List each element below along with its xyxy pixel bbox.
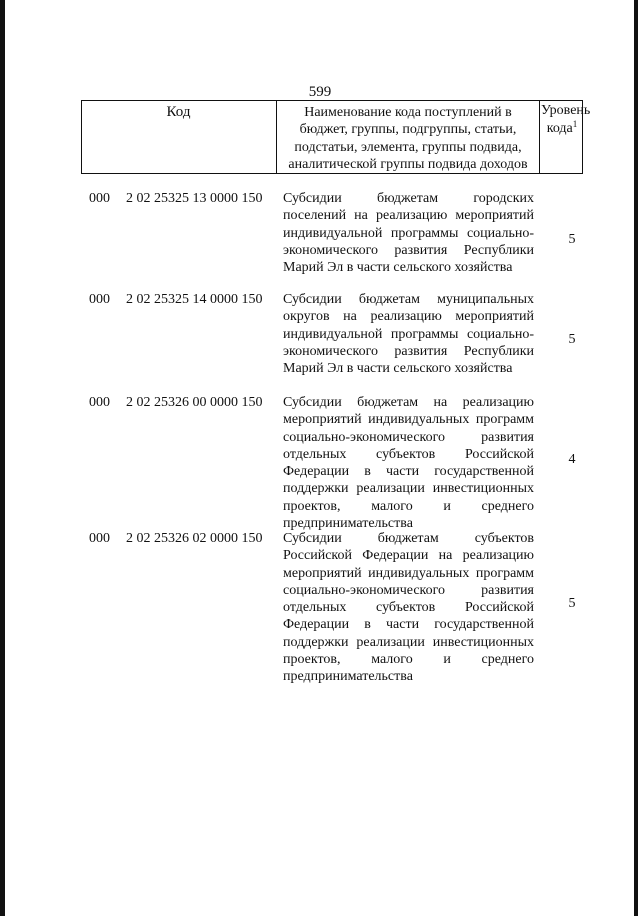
row-income-code: 2 02 25325 13 0000 150: [126, 191, 263, 206]
row-level: 5: [568, 232, 576, 247]
scan-border-right: [634, 0, 638, 916]
row-level: 4: [568, 452, 576, 467]
row-income-code: 2 02 25325 14 0000 150: [126, 292, 263, 307]
scan-border-left: [0, 0, 5, 916]
row-name: Субсидии бюджетам на реализацию мероприятий индивидуальных программ социально-экономического развития отдельных субъектов Российской Федерации в части государственной поддержки реализации инвестиционных проектов, малого и среднего предпринимательства: [283, 395, 534, 532]
row-name: Субсидии бюджетам субъектов Российской Федерации на реализацию мероприятий индивидуальных программ социально-экономического развития отдельных субъектов Российской Федерации в части государственной поддержки реализации инвестиционных проектов, малого и среднего предпринимательства: [283, 531, 534, 685]
header-name: Наименование кода поступлений в бюджет, группы, подгруппы, статьи, подстатьи, элемента, группы подвида, аналитической группы подвида доходов: [288, 105, 528, 172]
header-level-footnote: 1: [572, 119, 578, 129]
table-header: [81, 100, 591, 174]
header-level: [541, 102, 591, 138]
row-admin-code: 000: [89, 292, 110, 307]
row-name: Субсидии бюджетам городских поселений на реализацию мероприятий индивидуальной программы социально-экономического развития Республики Марий Эл в части сельского хозяйства: [283, 191, 534, 276]
row-level: 5: [568, 596, 576, 611]
header-level-label: Уровень кода: [541, 103, 591, 136]
row-income-code: 2 02 25326 00 0000 150: [126, 395, 263, 410]
header-code: Код: [166, 104, 191, 120]
row-level: 5: [568, 332, 576, 347]
header-divider-2: [539, 101, 540, 173]
row-income-code: 2 02 25326 02 0000 150: [126, 531, 263, 546]
row-admin-code: 000: [89, 395, 110, 410]
page-number: 599: [308, 84, 332, 100]
row-admin-code: 000: [89, 191, 110, 206]
row-name: Субсидии бюджетам муниципальных округов на реализацию мероприятий индивидуальной программы социально-экономического развития Республики Марий Эл в части сельского хозяйства: [283, 292, 534, 377]
row-admin-code: 000: [89, 531, 110, 546]
header-divider-1: [276, 101, 277, 173]
